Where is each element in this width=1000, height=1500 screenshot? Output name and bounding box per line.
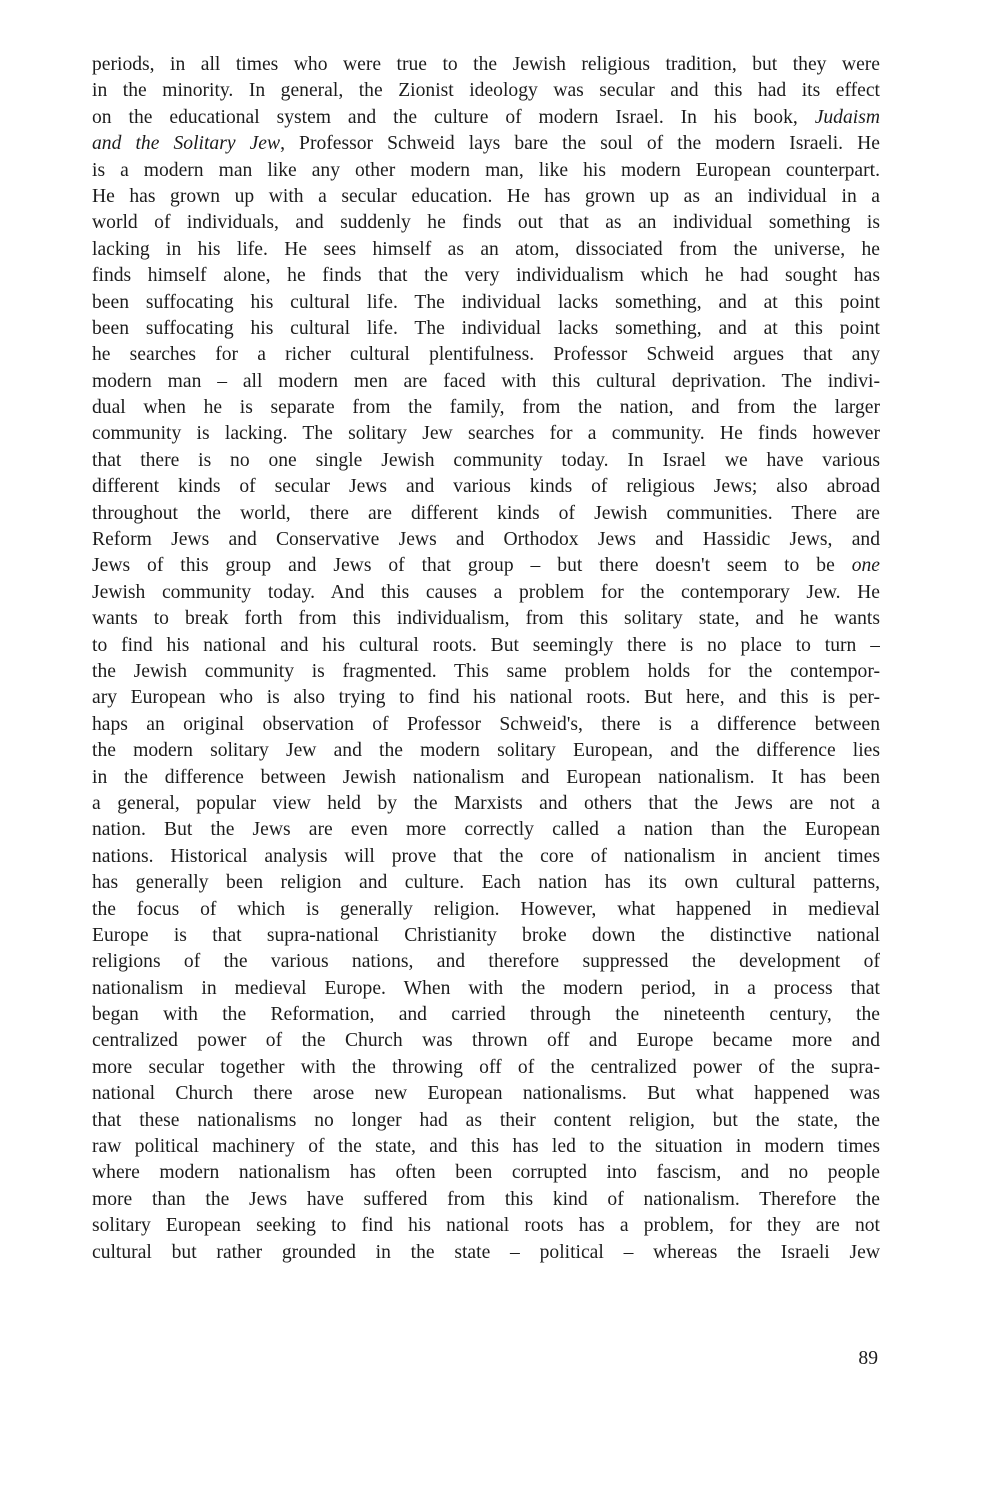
text-segment: been suffocating his cultural life. The individual lacks something, and at this point (92, 317, 880, 339)
text-segment: he searches for a richer cultural plentifulness. Professor Schweid argues that any (92, 344, 880, 366)
text-line (92, 448, 880, 474)
text-line (92, 791, 880, 817)
text-line (92, 105, 880, 131)
text-segment: Europe is that supra-national Christianity broke down the distinctive national (92, 924, 880, 946)
text-line (92, 923, 880, 949)
italic-segment: and the Solitary Jew (92, 133, 281, 155)
text-line (92, 210, 880, 236)
text-segment: the modern solitary Jew and the modern solitary European, and the difference lies (92, 740, 880, 762)
text-segment: a general, popular view held by the Marxists and others that the Jews are not a (92, 792, 880, 814)
text-line (92, 1055, 880, 1081)
text-segment: national Church there arose new European nationalisms. But what happened was (92, 1083, 880, 1105)
text-line (92, 1081, 880, 1107)
text-line (92, 342, 880, 368)
text-segment: the Jewish community is fragmented. This same problem holds for the contempor- (92, 660, 880, 682)
text-segment: , Professor Schweid lays bare the soul of the modern Israeli. He (280, 133, 880, 155)
text-segment: has generally been religion and culture. Each nation has its own cultural patterns, (92, 872, 880, 894)
text-segment: that there is no one single Jewish community today. In Israel we have various (92, 449, 880, 471)
text-segment: in the minority. In general, the Zionist ideology was secular and this had its effect (92, 80, 880, 102)
text-line (92, 976, 880, 1002)
body-text (92, 52, 880, 1266)
text-segment: throughout the world, there are different kinds of Jewish communities. There are (92, 502, 880, 524)
text-line (92, 369, 880, 395)
text-segment: different kinds of secular Jews and various kinds of religious Jews; also abroad (92, 476, 880, 498)
text-segment: where modern nationalism has often been corrupted into fascism, and no people (92, 1162, 880, 1184)
text-line (92, 685, 880, 711)
text-line (92, 633, 880, 659)
text-segment: lacking in his life. He sees himself as an atom, dissociated from the universe, he (92, 238, 880, 260)
text-segment: more secular together with the throwing off of the centralized power of the supra- (92, 1056, 880, 1078)
text-segment: cultural but rather grounded in the state – political – whereas the Israeli Jew (92, 1241, 880, 1263)
text-segment: Jewish community today. And this causes a problem for the contemporary Jew. He (92, 581, 880, 603)
text-segment: community is lacking. The solitary Jew searches for a community. He finds however (92, 423, 880, 445)
text-segment: ary European who is also trying to find his national roots. But here, and this is per- (92, 687, 880, 709)
text-line (92, 712, 880, 738)
text-segment: been suffocating his cultural life. The individual lacks something, and at this point (92, 291, 880, 313)
text-segment: haps an original observation of Professor Schweid's, there is a difference between (92, 713, 880, 735)
text-line (92, 316, 880, 342)
text-line (92, 580, 880, 606)
text-line (92, 1240, 880, 1266)
page-number: 89 (858, 1348, 878, 1369)
text-line (92, 1187, 880, 1213)
text-segment: nations. Historical analysis will prove that the core of nationalism in ancient times (92, 845, 880, 867)
text-segment: world of individuals, and suddenly he finds out that as an individual something is (92, 212, 880, 234)
text-line (92, 553, 880, 579)
text-line (92, 1108, 880, 1134)
italic-segment: one (851, 555, 880, 577)
text-line (92, 237, 880, 263)
text-line (92, 606, 880, 632)
text-line (92, 78, 880, 104)
text-segment: is a modern man like any other modern man, like his modern European counterpart. (92, 159, 880, 181)
text-line (92, 897, 880, 923)
text-segment: periods, in all times who were true to the Jewish religious tradition, but they were (92, 54, 880, 75)
text-line (92, 263, 880, 289)
text-line (92, 844, 880, 870)
text-segment: nationalism in medieval Europe. When with the modern period, in a process that (92, 977, 880, 999)
text-segment: more than the Jews have suffered from this kind of nationalism. Therefore the (92, 1188, 880, 1210)
text-line (92, 184, 880, 210)
text-line (92, 501, 880, 527)
text-line (92, 158, 880, 184)
text-line (92, 949, 880, 975)
text-segment: the focus of which is generally religion. However, what happened in medieval (92, 898, 880, 920)
text-line (92, 52, 880, 78)
text-line (92, 765, 880, 791)
text-segment: He has grown up with a secular education. He has grown up as an individual in a (92, 185, 880, 207)
text-line (92, 1028, 880, 1054)
text-segment: Jews of this group and Jews of that group – but there doesn't seem to be (92, 555, 852, 577)
text-segment: raw political machinery of the state, and this has led to the situation in modern times (92, 1136, 880, 1158)
text-segment: that these nationalisms no longer had as their content religion, but the state, the (92, 1109, 880, 1131)
text-segment: on the educational system and the culture of modern Israel. In his book, (92, 106, 815, 128)
text-line (92, 738, 880, 764)
text-line (92, 527, 880, 553)
text-segment: finds himself alone, he finds that the very individualism which he had sought has (92, 265, 880, 287)
text-segment: dual when he is separate from the family, from the nation, and from the larger (92, 397, 880, 419)
text-line (92, 1134, 880, 1160)
text-line (92, 1002, 880, 1028)
italic-segment: Judaism (814, 106, 880, 128)
text-segment: began with the Reformation, and carried through the nineteenth century, the (92, 1004, 880, 1026)
text-segment: wants to break forth from this individualism, from this solitary state, and he wants (92, 608, 880, 630)
text-line (92, 817, 880, 843)
text-line (92, 421, 880, 447)
text-segment: nation. But the Jews are even more correctly called a nation than the European (92, 819, 880, 841)
text-line (92, 1160, 880, 1186)
text-line (92, 659, 880, 685)
text-line (92, 870, 880, 896)
text-segment: in the difference between Jewish nationalism and European nationalism. It has been (92, 766, 880, 788)
text-segment: religions of the various nations, and therefore suppressed the development of (92, 951, 880, 973)
text-segment: centralized power of the Church was thrown off and Europe became more and (92, 1030, 880, 1052)
text-segment: to find his national and his cultural roots. But seemingly there is no place to turn – (92, 634, 880, 656)
text-segment: modern man – all modern men are faced with this cultural deprivation. The indivi- (92, 370, 880, 392)
text-line (92, 395, 880, 421)
text-line (92, 474, 880, 500)
text-line (92, 131, 880, 157)
text-segment: solitary European seeking to find his national roots has a problem, for they are not (92, 1215, 880, 1237)
text-line (92, 1213, 880, 1239)
text-line (92, 290, 880, 316)
text-segment: Reform Jews and Conservative Jews and Orthodox Jews and Hassidic Jews, and (92, 529, 880, 551)
